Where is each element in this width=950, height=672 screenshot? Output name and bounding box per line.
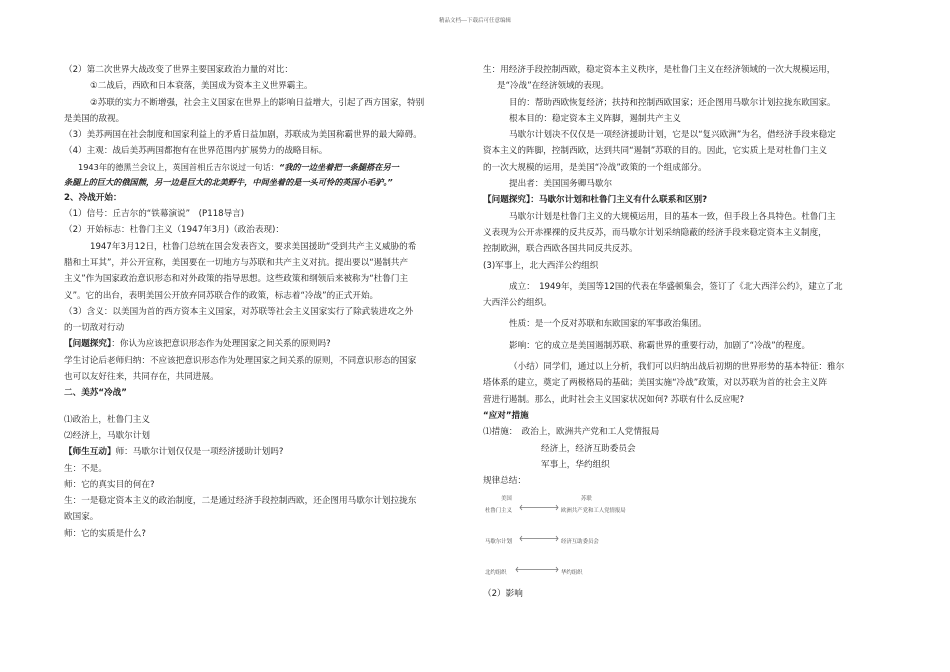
left-column: [64, 62, 468, 542]
paragraph: 义表现为公开赤裸裸的反共反苏，而马歇尔计划采纳隐蔽的经济手段来稳定资本主义制度，: [483, 227, 827, 238]
paragraph: 生：用经济手段控制西欧，稳定资本主义秩序，是杜鲁门主义在经济领域的一次大规模运用，: [483, 65, 836, 75]
paragraph: ⑴政治上，杜鲁门主义: [64, 414, 150, 425]
inquiry-heading: 【问题探究】：马歇尔计划和杜鲁门主义有什么联系和区别?: [483, 195, 708, 206]
paragraph: （2）第二次世界大战改变了世界主要国家政治力量的对比：: [64, 65, 293, 75]
double-arrow-icon: [519, 535, 559, 542]
paragraph: （3）美苏两国在社会制度和国家利益上的矛盾日益加剧，苏联成为美国称霸世界的最大障碍。: [64, 130, 422, 141]
churchill-quote-cont: [64, 175, 468, 190]
paragraph: 成立： 1949年，美国等12国的代表在华盛顿集会，签订了《北大西洋公约》，建立了北: [509, 281, 843, 292]
section-heading: 2、冷战开始：: [64, 192, 122, 203]
double-arrow-icon: [515, 566, 559, 573]
diagram-left-item: 杜鲁门主义: [485, 508, 512, 515]
paragraph: 大西洋公约组织。: [483, 298, 552, 309]
paragraph: 塔体系的建立，奠定了两极格局的基础；美国实施“冷战”政策，对以苏联为首的社会主义阵: [483, 378, 828, 389]
interaction-label: 【师生互动】: [64, 447, 116, 458]
paragraph: 是美国的敌视。: [64, 113, 125, 124]
paragraph: （3）含义：以美国为首的西方资本主义国家，对苏联等社会主义国家实行了除武装进攻之外: [64, 306, 414, 317]
diagram-left-item: 北约组织: [485, 570, 507, 577]
diagram-header-us: 美国: [501, 496, 512, 503]
dialogue-line: 生：一是稳定资本主义的政治制度，二是通过经济手段控制西欧，还企图用马歇尔计划拉拢东: [64, 496, 417, 507]
inquiry-text: ：你认为应该把意识形态作为处理国家之间关系的原则吗?: [111, 339, 331, 350]
dialogue-line: 师：它的实质是什么?: [64, 528, 146, 539]
paragraph: ⑵经济上，马歇尔计划: [64, 430, 150, 441]
paragraph: 主义”作为国家政治意识形态和对外政策的指导思想。这些政策和纲领后来被称为“杜鲁门主: [64, 274, 409, 285]
paragraph: 提出者：美国国务卿马歇尔: [509, 179, 613, 190]
section-heading: “应对”措施: [483, 410, 529, 421]
paragraph: （2）影响: [483, 589, 523, 600]
rule-diagram: [485, 491, 705, 583]
paragraph: 资本主义的阵脚，控制西欧，达到共同“遏制”苏联的目的。因此，它实质上是对杜鲁门主义: [483, 146, 828, 157]
paragraph: 的一切敌对行动: [64, 323, 125, 334]
paragraph: 也可以友好往来，共同存在，共同进展。: [64, 372, 219, 383]
section-heading: 二、美苏“冷战”: [64, 388, 127, 399]
page-header: 精品文档---下载后可任意编辑: [439, 18, 511, 24]
paragraph: （4）主观：战后美苏两国都抱有在世界范围内扩展势力的战略目标。: [64, 146, 328, 157]
right-column: [483, 62, 888, 603]
paragraph: 马歇尔计划决不仅仅是一项经济援助计划，它是以“复兴欧洲”为名，借经济手段来稳定: [509, 130, 836, 141]
paragraph: （1）信号：丘吉尔的“铁幕演说” (P118导言): [64, 209, 245, 220]
paragraph: （小结）同学们，通过以上分析，我们可以归纳出战后初期的世界形势的基本特征：雅尔: [509, 362, 845, 373]
paragraph: 影响：它的成立是美国遏制苏联、称霸世界的重要行动，加剧了“冷战”的程度。: [509, 340, 811, 351]
churchill-quote: [64, 160, 468, 175]
quote-bold: “我的一边坐着把一条腿搭在另一: [278, 161, 399, 172]
interaction-text: 师：马歇尔计划仅仅是一项经济援助计划吗?: [115, 447, 284, 458]
paragraph: （2）开始标志：杜鲁门主义（1947年3月)（政治表现)：: [64, 225, 284, 236]
paragraph: 根本目的：稳定资本主义阵脚，遏制共产主义: [509, 113, 681, 124]
dialogue-line: 师：它的真实目的何在?: [64, 479, 155, 490]
paragraph: 的一次大规模的运用，是美国“冷战”政策的一个组成部分。: [483, 162, 707, 173]
diagram-left-item: 马歇尔计划: [485, 539, 512, 546]
paragraph: 马歇尔计划是杜鲁门主义的大规模运用，目的基本一致，但手段上各具特色。杜鲁门主: [509, 211, 836, 222]
paragraph: 义”。它的出台，表明美国公开放弃同苏联合作的政策，标志着“冷战”的正式开始。: [64, 290, 379, 301]
measure-line: ⑴措施： 政治上，欧洲共产党和工人党情报局: [483, 427, 660, 438]
paragraph: 1947年3月12日，杜鲁门总统在国会发表咨文，要求美国援助“受到共产主义威胁的希: [90, 241, 417, 252]
paragraph: ②苏联的实力不断增强，社会主义国家在世界上的影响日益增大，引起了西方国家，特别: [90, 97, 425, 108]
double-arrow-icon: [519, 504, 559, 511]
diagram-header-ussr: 苏联: [581, 496, 592, 503]
measure-line: 军事上，华约组织: [541, 459, 610, 470]
paragraph: (3)军事上，北大西洋公约组织: [483, 260, 599, 271]
paragraph: ①二战后，西欧和日本衰落，美国成为资本主义世界霸主。: [90, 81, 313, 92]
inquiry: [64, 336, 468, 352]
quote-intro: 1943年的德黑兰会议上，英国首相丘吉尔说过一句话：: [78, 161, 279, 172]
paragraph: 营进行遏制。那么，此时社会主义国家状况如何? 苏联有什么反应呢?: [483, 394, 745, 405]
rule-summary-label: 规律总结：: [483, 476, 526, 487]
paragraph: 是“冷战”在经济领域的表现。: [497, 81, 610, 92]
paragraph: 学生讨论后老师归纳：不应该把意识形态作为处理国家之间关系的原则，不同意识形态的国家: [64, 355, 417, 366]
paragraph: 控制欧洲，联合西欧各国共同反共反苏。: [483, 244, 638, 255]
paragraph: 腊和土耳其”，并公开宣称，美国要在一切地方与苏联和共产主义对抗。提出要以“遏制共产: [64, 257, 409, 268]
diagram-right-item: 经济互助委员会: [561, 539, 599, 546]
inquiry-label: 【问题探究】: [64, 339, 112, 350]
interaction: [64, 444, 468, 460]
diagram-right-item: 欧洲共产党和工人党情报局: [561, 508, 626, 515]
paragraph: 目的：帮助西欧恢复经济；扶持和控制西欧国家；还企图用马歇尔计划拉拢东欧国家。: [509, 97, 836, 108]
diagram-right-item: 华约组织: [561, 570, 583, 577]
measure-line: 经济上，经济互助委员会: [541, 443, 636, 454]
dialogue-line: 生：不是。: [64, 463, 107, 474]
quote-bold: 条腿上的巨大的俄国熊，另一边是巨大的北美野牛，中间坐着的是一头可怜的英国小毛驴。”: [64, 176, 393, 187]
paragraph: 性质：是一个反对苏联和东欧国家的军事政治集团。: [509, 319, 707, 330]
dialogue-line: 欧国家。: [64, 512, 99, 523]
